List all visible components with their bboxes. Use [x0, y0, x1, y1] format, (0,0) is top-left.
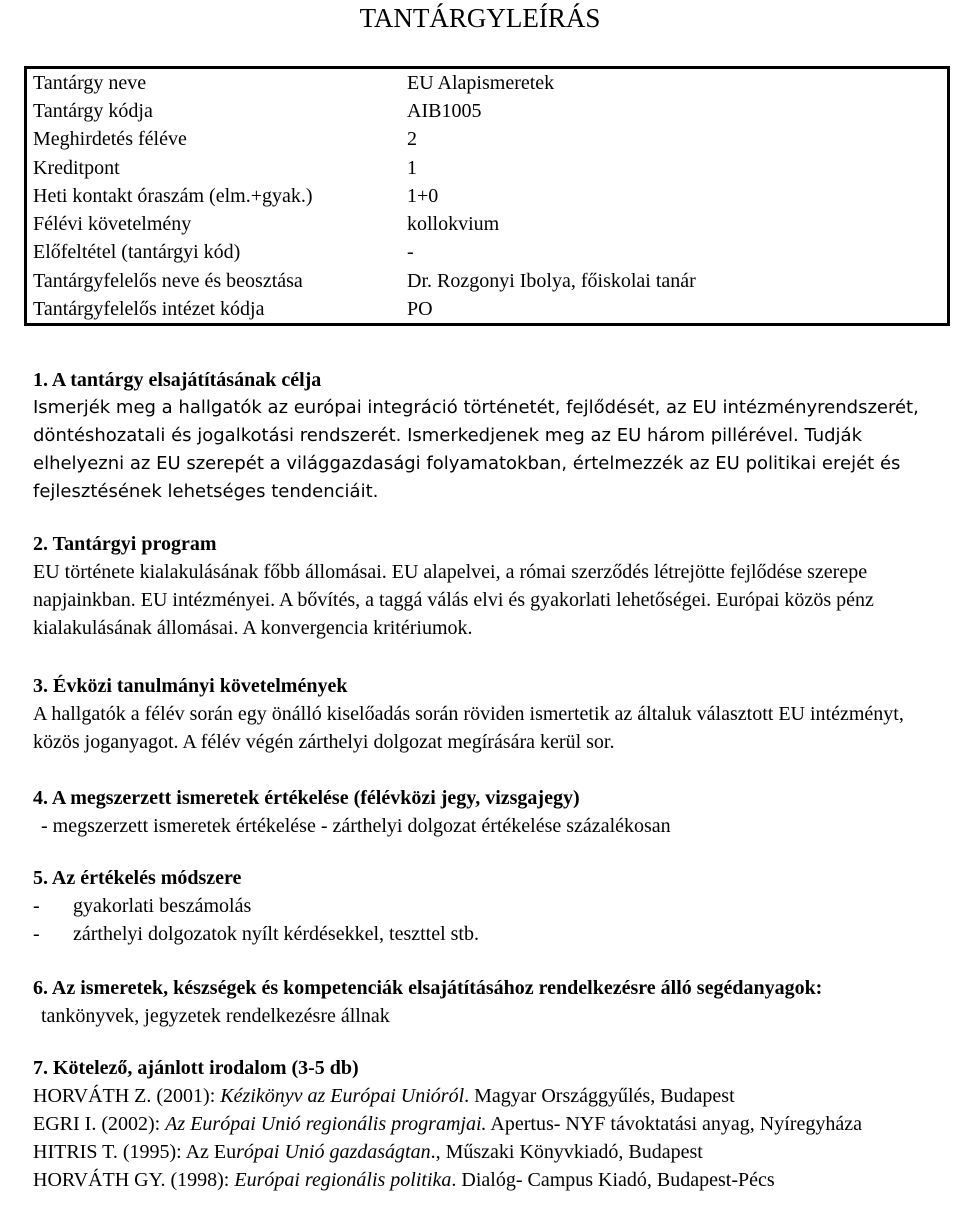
section-1-text: Ismerjék meg a hallgatók az európai integráció történetét, fejlődését, az EU intézményrendszerét, döntéshozatali és jogalkotási rendszerét. Ismerkedjenek meg az EU három pillérével. Tudják elhelyezni az EU szerepét a világgazdasági folyamatokban, értelmezzék az EU politikai erejét és fejlesztésének lehetséges tendenciáit. — [33, 397, 919, 502]
reference-item — [33, 1082, 948, 1110]
table-row — [26, 238, 949, 266]
reference-publisher: . Magyar Országgyűlés, Budapest — [464, 1085, 735, 1107]
field-label: Előfeltétel (tantárgyi kód) — [33, 241, 241, 264]
reference-list — [33, 1082, 948, 1194]
section-4-heading: 4. A megszerzett ismeretek értékelése (félévközi jegy, vizsgajegy) — [33, 787, 580, 809]
section-5-heading: 5. Az értékelés módszere — [33, 867, 242, 889]
list-item: - zárthelyi dolgozatok nyílt kérdésekkel, teszttel stb. — [33, 923, 479, 945]
field-label: Tantárgyfelelős neve és beosztása — [33, 269, 303, 292]
field-value: 2 — [407, 128, 417, 151]
field-value: - — [407, 241, 414, 264]
section-6-heading: 6. Az ismeretek, készségek és kompetenciák elsajátításához rendelkezésre álló segédanyagok: — [33, 977, 823, 999]
field-value: Dr. Rozgonyi Ibolya, főiskolai tanár — [407, 269, 696, 292]
table-row — [26, 210, 949, 238]
section-3-heading: 3. Évközi tanulmányi követelmények — [33, 675, 348, 697]
course-info-table — [24, 66, 950, 326]
field-value: kollokvium — [407, 213, 500, 236]
reference-author: HITRIS T. (1995): Az Eu — [33, 1141, 237, 1163]
reference-publisher: ., Műszaki Könyvkiadó, Budapest — [430, 1141, 703, 1163]
document-title: TANTÁRGYLEÍRÁS — [359, 3, 601, 33]
section-7 — [33, 1054, 948, 1194]
table-row — [26, 125, 949, 153]
field-value: 1 — [407, 156, 417, 179]
reference-author: HORVÁTH Z. (2001): — [33, 1085, 221, 1107]
reference-item — [33, 1166, 948, 1194]
reference-title: Az Európai Unió regionális programjai. — [165, 1113, 487, 1135]
reference-title: rópai Unió gazdaságtan — [236, 1141, 431, 1163]
table-row — [26, 267, 949, 295]
section-5 — [33, 864, 948, 948]
reference-publisher: Apertus- NYF távoktatási anyag, Nyíregyháza — [486, 1113, 862, 1135]
reference-publisher: . Dialóg- Campus Kiadó, Budapest-Pécs — [451, 1169, 775, 1191]
field-value: PO — [407, 297, 433, 320]
reference-author: HORVÁTH GY. (1998): — [33, 1169, 235, 1191]
table-row — [26, 154, 949, 182]
table-row — [26, 97, 949, 125]
field-value: AIB1005 — [407, 100, 482, 123]
reference-title: Európai regionális politika — [234, 1169, 452, 1191]
section-2 — [33, 530, 948, 642]
section-6-text: tankönyvek, jegyzetek rendelkezésre állnak — [41, 1005, 390, 1027]
section-1 — [33, 366, 948, 506]
section-2-heading: 2. Tantárgyi program — [33, 533, 217, 555]
field-label: Heti kontakt óraszám (elm.+gyak.) — [33, 184, 313, 207]
table-row — [26, 68, 949, 98]
reference-title: Kézikönyv az Európai Unióról — [220, 1085, 465, 1107]
list-item: - gyakorlati beszámolás — [33, 895, 252, 917]
section-7-heading: 7. Kötelező, ajánlott irodalom (3-5 db) — [33, 1057, 359, 1079]
section-3-text: A hallgatók a félév során egy önálló kiselőadás során röviden ismertetik az általuk választott EU intézményt, közös joganyagot. A félév végén zárthelyi dolgozat megírására kerül sor. — [33, 703, 904, 753]
table-row — [26, 295, 949, 325]
field-label: Tantárgyfelelős intézet kódja — [33, 297, 265, 320]
section-4-text: - megszerzett ismeretek értékelése - zárthelyi dolgozat értékelése százalékosan — [41, 815, 671, 837]
field-label: Meghirdetés féléve — [33, 128, 187, 151]
reference-author: EGRI I. (2002): — [33, 1113, 166, 1135]
field-value: 1+0 — [407, 184, 439, 207]
field-label: Tantárgy neve — [33, 72, 147, 94]
section-1-heading: 1. A tantárgy elsajátításának célja — [33, 369, 322, 391]
field-label: Tantárgy kódja — [33, 100, 153, 123]
table-row — [26, 182, 949, 210]
field-label: Félévi követelmény — [33, 213, 192, 236]
reference-item — [33, 1110, 948, 1138]
field-label: Kreditpont — [33, 156, 120, 179]
section-6 — [33, 974, 948, 1030]
section-2-text: EU története kialakulásának főbb állomásai. EU alapelvei, a római szerződés létrejötte fejlődése szerepe napjainkban. EU intézményei. A bővítés, a taggá válás elvi és gyakorlati lehetőségei. Európai közös pénz kialakulásának állomásai. A konvergencia kritériumok. — [33, 561, 874, 639]
reference-item — [33, 1138, 948, 1166]
section-3 — [33, 672, 948, 756]
section-4 — [33, 784, 948, 840]
field-value: EU Alapismeretek — [407, 72, 555, 94]
